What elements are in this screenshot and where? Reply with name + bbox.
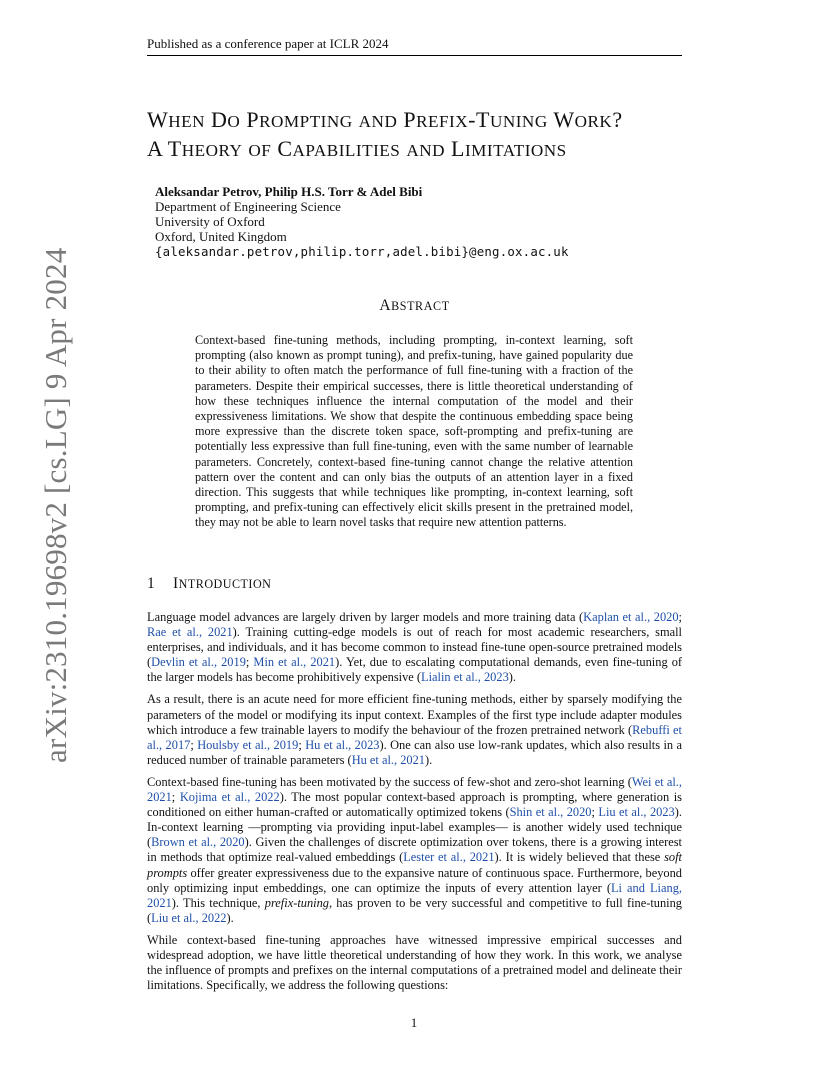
citation-link[interactable]: Wei et al., 2021 — [147, 774, 682, 805]
author-names: Aleksandar Petrov, Philip H.S. Torr & Adel Bibi — [155, 184, 423, 199]
emphasized-text: soft prompts — [147, 850, 682, 880]
intro-paragraph-4 — [147, 933, 682, 993]
citation-link[interactable]: Shin et al., 2020 — [509, 805, 592, 820]
paper-title — [147, 106, 707, 164]
citation-link[interactable]: Brown et al., 2020 — [151, 835, 245, 850]
body-text: Language model advances are largely driven by larger models and more training data ( — [147, 610, 584, 624]
citation-link[interactable]: Lester et al., 2021 — [403, 850, 495, 865]
citation-link[interactable]: Kojima et al., 2022 — [179, 790, 280, 805]
abstract-text: Context-based fine-tuning methods, including prompting, in-context learning, soft prompting (also known as prompt tuning), and prefix-tuning, have gained popularity due to their ability to often match the performance of full fine-tuning with a fraction of the parameters. Despite their empirical successes, there is little theoretical understanding of how these techniques influence the internal computation of the model and their expressiveness limitations. We show that despite the continuous embedding space being more expressive than the discrete token space, soft-prompting and prefix-tuning are potentially less expressive than full fine-tuning, even with the same number of learnable parameters. Concretely, context-based fine-tuning cannot change the relative attention pattern over the content and can only bias the outputs of an attention layer in a fixed direction. This suggests that while techniques like prompting, in-context learning, soft prompting, and prefix-tuning can effectively elicit skills present in the pretrained model, they may not be able to learn novel tasks that require new attention patterns. — [195, 333, 633, 530]
body-text: ). Training cutting-edge models is out of reach for most academic researchers, small enterprises, and individuals, and it has become common to instead fine-tune open-source pretrained models ( — [147, 625, 682, 670]
affiliation-department: Department of Engineering Science — [155, 199, 341, 214]
citation-link[interactable]: Devlin et al., 2019 — [151, 655, 246, 670]
body-text: ). — [508, 670, 516, 685]
body-text: ). Given the challenges of discrete optimization over tokens, there is a growing interest in methods that optimize real-valued embeddings ( — [147, 835, 682, 865]
body-text: ). The most popular context-based approach is prompting, where generation is conditioned on either human-crafted or automatically optimized tokens ( — [147, 790, 683, 820]
body-text: , has proven to be very successful and competitive to full fine-tuning ( — [147, 895, 682, 925]
body-text: ; — [298, 737, 306, 752]
citation-link[interactable]: Rae et al., 2021 — [147, 625, 233, 640]
citation-link[interactable]: Hu et al., 2023 — [305, 737, 380, 752]
body-text: ). One can also use low-rank updates, which also results in a reduced number of trainable parameters ( — [147, 737, 682, 767]
body-text: Context-based fine-tuning has been motivated by the success of few-shot and zero-shot learning ( — [147, 774, 632, 789]
citation-link[interactable]: Hu et al., 2021 — [351, 752, 425, 767]
page-number: 1 — [410, 1015, 418, 1030]
citation-link[interactable]: Min et al., 2021 — [253, 655, 336, 670]
affiliation-location: Oxford, United Kingdom — [155, 229, 287, 244]
body-text: As a result, there is an acute need for more efficient fine-tuning methods, either by sparsely modifying the parameters of the model or modifying its input context. Examples of the first type include adapter modules which introduce a few trainable layers to modify the behaviour of the frozen pretrained network ( — [147, 692, 682, 737]
body-text: ). This technique, — [171, 895, 265, 910]
body-text: ). It is widely believed that these — [494, 850, 665, 865]
intro-paragraph-3 — [147, 775, 682, 926]
title-line-1: WHEN DO PROMPTING AND PREFIX-TUNING WORK? — [147, 107, 623, 132]
citation-link[interactable]: Li and Liang, 2021 — [147, 880, 682, 910]
body-text: ; — [171, 790, 180, 805]
citation-link[interactable]: Rebuffi et al., 2017 — [147, 722, 683, 752]
title-line-2: A THEORY OF CAPABILITIES AND LIMITATIONS — [147, 136, 567, 161]
body-text: offer greater expressiveness due to the expansive nature of continuous space. Furthermore, beyond only optimizing input embeddings, one can optimize the inputs of every attention layer ( — [147, 865, 682, 895]
citation-link[interactable]: Houlsby et al., 2019 — [197, 737, 299, 752]
body-text: ; — [245, 655, 254, 670]
section-heading-introduction — [147, 575, 271, 593]
body-text: ). — [425, 752, 433, 767]
abstract-heading: ABSTRACT — [379, 297, 450, 314]
author-block — [155, 184, 675, 259]
body-text: ). Yet, due to escalating computational demands, even fine-tuning of the larger models has become prohibitively expensive ( — [147, 655, 683, 685]
body-text: ). — [226, 910, 234, 925]
body-text: While context-based fine-tuning approaches have witnessed impressive empirical successes and widespread adoption, we have little theoretical understanding of how they work. In this work, we analyse the influence of prompts and prefixes on the internal computations of a pretrained model and delineate their limitations. Specifically, we address the following questions: — [147, 932, 682, 993]
introduction-body — [147, 610, 682, 1000]
intro-paragraph-1 — [147, 610, 682, 685]
running-header: Published as a conference paper at ICLR 2024 — [147, 36, 682, 56]
citation-link[interactable]: Liu et al., 2023 — [598, 805, 675, 820]
body-text: ). In-context learning —prompting via providing input-label examples— is another widely used technique ( — [147, 805, 682, 850]
arxiv-identifier[interactable]: arXiv:2310.19698v2 [cs.LG] 9 Apr 2024 — [38, 247, 73, 763]
citation-link[interactable]: Liu et al., 2022 — [151, 910, 227, 925]
body-text: ; — [678, 610, 682, 624]
body-text: ; — [190, 737, 198, 752]
intro-paragraph-2 — [147, 692, 682, 767]
body-text: ; — [591, 805, 599, 820]
affiliation-university: University of Oxford — [155, 214, 265, 229]
section-title: INTRODUCTION — [173, 575, 272, 592]
emphasized-text: prefix-tuning — [264, 895, 329, 910]
citation-link[interactable]: Lialin et al., 2023 — [421, 670, 509, 685]
citation-link[interactable]: Kaplan et al., 2020 — [583, 610, 679, 624]
section-number: 1 — [147, 575, 156, 592]
author-emails[interactable]: {aleksandar.petrov,philip.torr,adel.bibi}@eng.ox.ac.uk — [155, 244, 569, 259]
